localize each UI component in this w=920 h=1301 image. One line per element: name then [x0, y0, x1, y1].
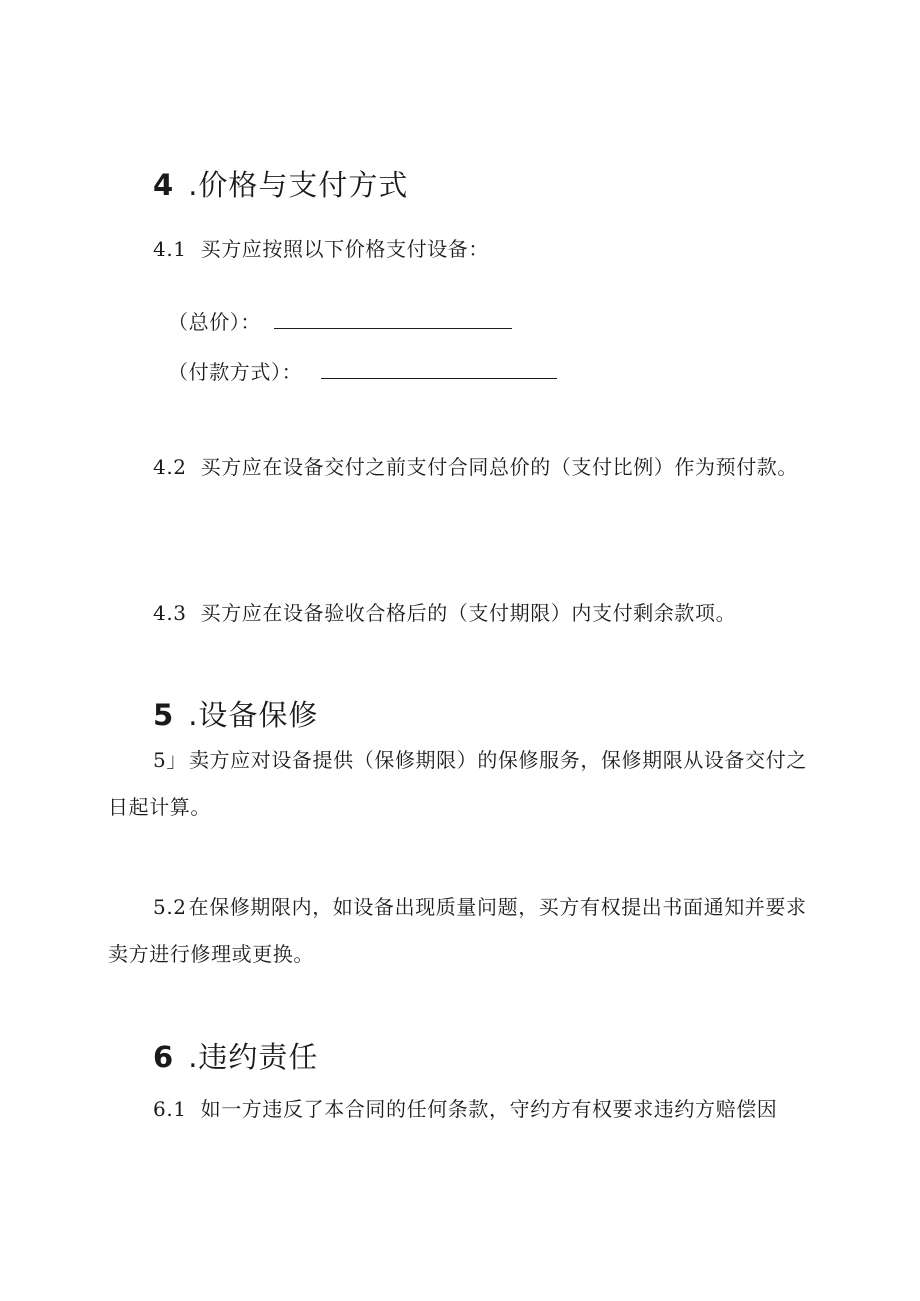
clause-5-1-text: 卖方应对设备提供（保修期限）的保修服务，保修期限从设备交付之日起计算。	[108, 748, 807, 819]
clause-4-3-number: 4.3	[153, 601, 187, 625]
section-4-heading	[153, 163, 408, 204]
clause-5-1-number: 5」	[153, 748, 187, 772]
section-6-number: 6	[153, 1040, 175, 1074]
payment-method-field	[168, 356, 557, 385]
clause-4-1-text: 买方应按照以下价格支付设备：	[200, 237, 490, 261]
clause-6-1-number: 6.1	[153, 1097, 187, 1121]
clause-5-2-text: 在保修期限内，如设备出现质量问题，买方有权提出书面通知并要求卖方进行修理或更换。	[108, 895, 807, 966]
clause-4-2	[108, 444, 820, 491]
section-6-heading	[153, 1035, 318, 1076]
clause-4-3-text: 买方应在设备验收合格后的（支付期限）内支付剩余款项。	[200, 601, 737, 625]
payment-method-blank	[321, 377, 557, 379]
section-6-title: .违约责任	[188, 1040, 319, 1074]
clause-5-2-number: 5.2	[153, 895, 187, 919]
clause-4-1	[108, 226, 820, 273]
clause-6-1	[108, 1086, 820, 1133]
clause-4-1-number: 4.1	[153, 237, 187, 261]
clause-5-2	[108, 884, 820, 978]
section-5-title: .设备保修	[188, 698, 319, 732]
section-4-number: 4	[153, 168, 175, 202]
clause-4-2-text: 买方应在设备交付之前支付合同总价的（支付比例）作为预付款。	[200, 455, 799, 479]
section-5-number: 5	[153, 698, 175, 732]
total-price-field	[168, 306, 512, 335]
payment-method-label: （付款方式）：	[168, 360, 303, 384]
clause-4-3	[108, 590, 820, 637]
section-4-title: .价格与支付方式	[188, 168, 409, 202]
total-price-label: （总价）：	[168, 310, 261, 334]
total-price-blank	[274, 327, 512, 329]
section-5-heading	[153, 693, 318, 734]
clause-5-1	[108, 737, 820, 831]
clause-6-1-text: 如一方违反了本合同的任何条款，守约方有权要求违约方赔偿因	[200, 1097, 778, 1121]
clause-4-2-number: 4.2	[153, 455, 187, 479]
